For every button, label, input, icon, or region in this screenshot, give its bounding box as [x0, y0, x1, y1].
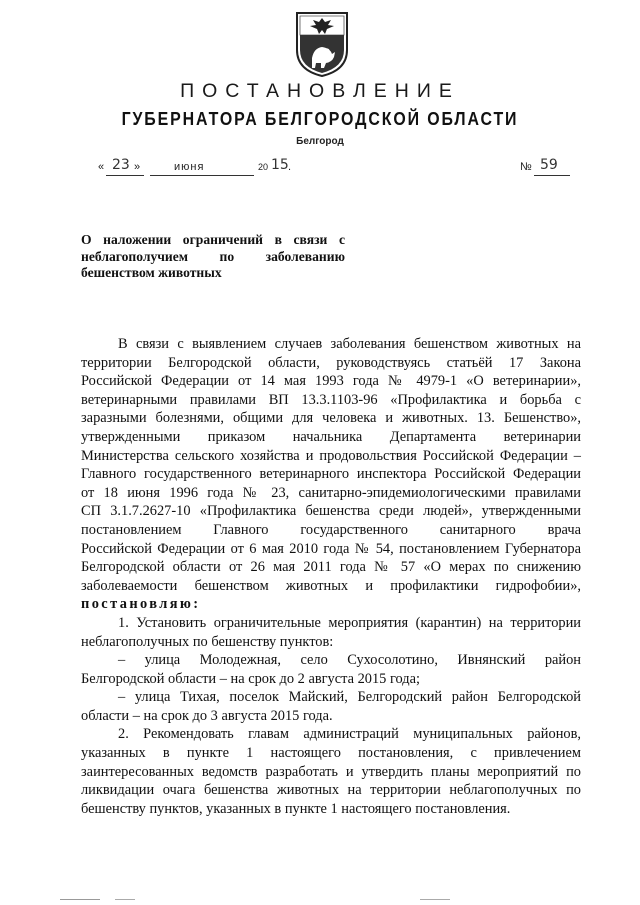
body-line: заразными болезнями, общими для человека и животных. 13. Бешенство»,: [81, 410, 581, 427]
date-year-suffix: 15: [271, 157, 289, 173]
body-line: Российской Федерации от 6 мая 2010 года № 54, постановлением Губернатора: [81, 540, 581, 557]
body-line: В связи с выявлением случаев заболевания бешенством животных на: [118, 336, 581, 352]
item1b-line: области – на срок до 3 августа 2015 года.: [81, 707, 333, 724]
date-close-quote: »: [134, 161, 141, 173]
date-year-prefix: 20: [258, 162, 269, 172]
body-line: Белгородской области от 26 мая 2011 года № 57 «О мерах по снижению: [81, 559, 581, 576]
item1-line: неблагополучных по бешенству пунктов:: [81, 633, 334, 650]
belgorod-coat-of-arms-icon: [294, 10, 350, 78]
body-line: заболеваемости бешенством животных и профилактики гидрофобии»,: [81, 577, 581, 594]
document-number: 59: [540, 157, 558, 173]
subject-line: О наложении ограничений в связи с: [81, 232, 345, 247]
item1-line: 1. Установить ограничительные мероприятия (карантин) на территории: [118, 614, 581, 631]
date-number-line: [98, 157, 578, 179]
document-body: [81, 335, 581, 818]
city-name: Белгород: [296, 136, 344, 147]
body-line: территории Белгородской области, руководствуясь статьёй 17 Закона: [81, 354, 581, 371]
body-line: постановлением Главного государственного санитарного врача: [81, 521, 581, 538]
body-line: СП 3.1.7.2627-10 «Профилактика бешенства среди людей», утвержденными: [81, 503, 581, 520]
scan-mark: [60, 899, 100, 900]
scan-mark: [115, 899, 135, 900]
resolve-word: постановляю:: [81, 596, 201, 613]
item2-line: заинтересованных ведомств разработать и утвердить планы мероприятий по: [81, 763, 581, 780]
body-line: ветеринарными правилами ВП 13.3.1103-96 «Профилактика и борьба с: [81, 391, 581, 408]
body-line: Министерства сельского хозяйства и продовольствия Российской Федерации –: [81, 447, 581, 464]
item2-line: 2. Рекомендовать главам администраций муниципальных районов,: [118, 726, 581, 743]
number-label: №: [520, 161, 532, 173]
date-month: июня: [174, 161, 205, 173]
body-line: утвержденными приказом начальника Департамента ветеринарии: [81, 428, 581, 445]
body-line: Российской Федерации от 14 мая 1993 года № 4979-1 «О ветеринарии»,: [81, 373, 581, 390]
date-year-dot: .: [288, 161, 292, 173]
date-day: 23: [112, 157, 130, 173]
item2-line: ликвидации очага бешенства животных на территории неблагополучных по: [81, 782, 581, 799]
body-line: Главного государственного ветеринарного инспектора Российской Федерации: [81, 466, 581, 483]
item1a-line: – улица Молодежная, село Сухосолотино, Ивнянский район: [118, 652, 581, 669]
subject-line: бешенством животных: [81, 265, 222, 280]
item2-line: указанных в пункте 1 настоящего постановления, с привлечением: [81, 745, 581, 762]
subject-line: неблагополучием по заболеванию: [81, 248, 345, 264]
scan-mark: [420, 899, 450, 900]
month-underline: [150, 175, 254, 176]
date-open-quote: «: [98, 161, 105, 173]
item1a-line: Белгородской области – на срок до 2 августа 2015 года;: [81, 670, 420, 687]
document-subtitle: ГУБЕРНАТОРА БЕЛГОРОДСКОЙ ОБЛАСТИ: [121, 108, 519, 129]
body-line: от 18 июня 1996 года № 23, санитарно-эпидемиологическими правилами: [81, 484, 581, 501]
item2-line: бешенству пунктов, указанных в пункте 1 настоящего постановления.: [81, 800, 511, 817]
number-underline: [534, 175, 570, 176]
document-title: ПОСТАНОВЛЕНИЕ: [180, 80, 460, 102]
day-underline: [106, 175, 144, 176]
item1b-line: – улица Тихая, поселок Майский, Белгородский район Белгородской: [118, 689, 581, 706]
scan-artifacts: [0, 893, 640, 905]
document-subject: [81, 232, 345, 282]
